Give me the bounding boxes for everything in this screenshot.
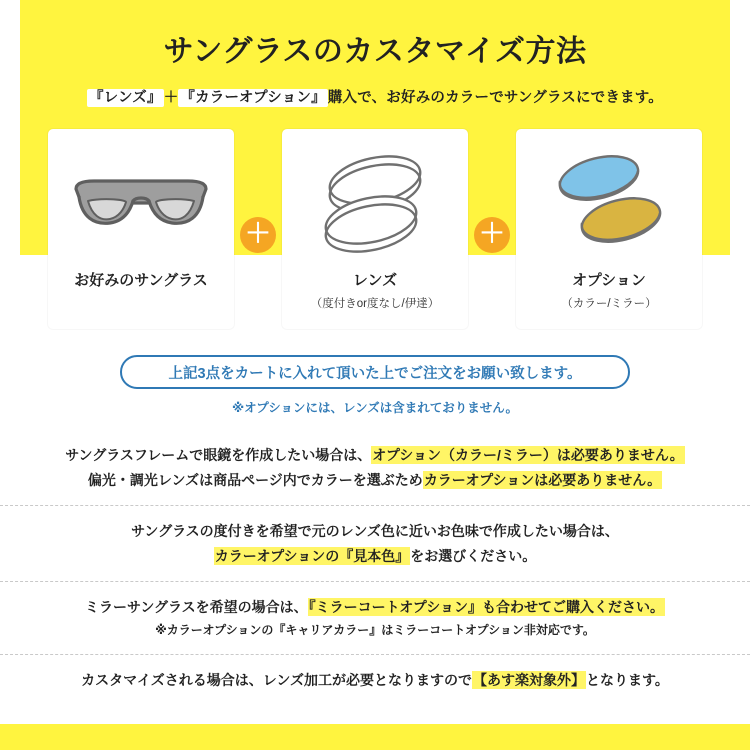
page-subtitle — [0, 86, 750, 107]
note-text: となります。 — [585, 671, 669, 688]
note-block-1 — [0, 430, 750, 505]
subtitle-part-coloroption: 『カラーオプション』 — [180, 90, 326, 106]
note-text: カスタマイズされる場合は、レンズ加工が必要となりますので — [81, 671, 472, 688]
note-text: サングラスフレームで眼鏡を作成したい場合は、 — [65, 447, 372, 463]
subtitle-part-lens: 『レンズ』 — [88, 90, 162, 106]
sunglasses-icon — [66, 143, 216, 263]
plus-icon-2: ＋ — [474, 217, 510, 253]
note-line — [0, 468, 750, 493]
note-line — [0, 519, 750, 544]
card-lenses-sub: （度付きor度なし/伊達） — [310, 298, 440, 310]
note-text: ※カラーオプションの『キャリアカラー』はミラーコートオプション非対応です。 — [155, 622, 595, 637]
note-text: をお選びください。 — [410, 547, 537, 564]
note-block-3 — [0, 581, 750, 654]
cart-banner-wrap — [0, 355, 750, 389]
note-line — [0, 668, 750, 693]
page-title: サングラスのカスタマイズ方法 — [163, 35, 587, 68]
card-sunglasses — [48, 129, 234, 329]
subtitle-part-tail: 購入で、お好みのカラーでサングラスにできます。 — [327, 90, 663, 106]
card-options-caption: オプション — [572, 272, 646, 289]
note-line — [0, 443, 750, 468]
color-options-icon — [539, 143, 679, 263]
note-text-highlight: オプション（カラー/ミラー）は必要ありません。 — [372, 447, 684, 463]
footer-yellow-strip — [0, 724, 750, 750]
note-block-2 — [0, 505, 750, 581]
note-block-4 — [0, 654, 750, 706]
cart-banner: 上記3点をカートに入れて頂いた上でご注文をお願い致します。 — [120, 355, 630, 389]
plus-icon-1: ＋ — [240, 217, 276, 253]
notes-section — [0, 430, 750, 705]
product-cards-row — [0, 129, 750, 329]
card-lenses-caption: レンズ — [352, 272, 398, 289]
cart-banner-note: ※オプションには、レンズは含まれておりません。 — [231, 401, 519, 415]
lenses-icon — [305, 143, 445, 263]
note-line — [0, 595, 750, 620]
note-line — [0, 620, 750, 641]
note-text-highlight: カラーオプションは必要ありません。 — [423, 471, 662, 488]
note-text: 偏光・調光レンズは商品ページ内でカラーを選ぶため — [87, 471, 423, 488]
note-text-highlight: 『ミラーコートオプション』も合わせてご購入ください。 — [308, 599, 664, 615]
note-text: ミラーサングラスを希望の場合は、 — [85, 599, 308, 615]
card-options-sub: （カラー/ミラー） — [561, 298, 657, 310]
card-sunglasses-caption: お好みのサングラス — [74, 272, 208, 289]
note-text-highlight: カラーオプションの『見本色』 — [214, 547, 410, 564]
note-text: サングラスの度付きを希望で元のレンズ色に近いお色味で作成したい場合は、 — [131, 523, 619, 539]
note-text-highlight: 【あす楽対象外】 — [472, 671, 585, 688]
card-options — [516, 129, 702, 329]
note-line — [0, 544, 750, 569]
subtitle-part-plus: ＋ — [163, 90, 179, 106]
card-lenses — [282, 129, 468, 329]
